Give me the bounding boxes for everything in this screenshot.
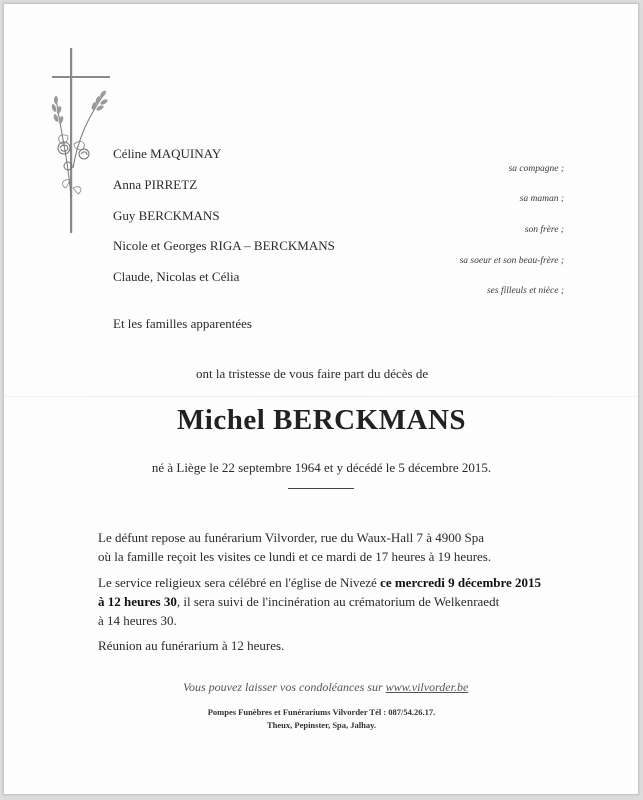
condolences-text: Vous pouvez laisser vos condoléances sur	[183, 680, 386, 694]
birth-death-line: né à Liège le 22 septembre 1964 et y décédé le 5 décembre 2015.	[151, 460, 492, 475]
service-line-2b: , il sera suivi de l'incinération au crématorium de Welkenraedt	[176, 594, 500, 609]
family-relation-1: sa compagne ;	[508, 164, 564, 174]
service-time: à 12 heures 30	[98, 594, 177, 609]
condolences-link[interactable]: www.vilvorder.be	[385, 680, 469, 694]
family-name-4: Nicole et Georges RIGA – BERCKMANS	[113, 238, 335, 253]
service-line-3: à 14 heures 30.	[98, 613, 177, 628]
families-line: Et les familles apparentées	[113, 316, 252, 331]
family-name-1: Céline MAQUINAY	[113, 146, 222, 161]
family-relation-3: son frère ;	[524, 225, 564, 235]
announcement-line: ont la tristesse de vous faire part du décès de	[196, 366, 429, 381]
family-relation-2: sa maman ;	[519, 194, 564, 204]
family-name-5: Claude, Nicolas et Célia	[113, 269, 240, 284]
family-relation-4: sa soeur et son beau-frère ;	[459, 256, 564, 266]
paper-fold	[4, 396, 638, 397]
deceased-name: Michel BERCKMANS	[176, 404, 467, 436]
service-line-1a: Le service religieux sera célébré en l'église de Nivezé	[98, 575, 381, 590]
family-name-3: Guy BERCKMANS	[113, 208, 220, 223]
repose-paragraph	[98, 528, 491, 566]
family-name-2: Anna PIRRETZ	[113, 177, 198, 192]
footer-line-2: Theux, Pepinster, Spa, Jalhay.	[266, 720, 377, 730]
service-date: ce mercredi 9 décembre 2015	[380, 575, 542, 590]
family-relation-5: ses filleuls et nièce ;	[486, 286, 564, 296]
condolences-line	[183, 680, 468, 695]
footer-line-1: Pompes Funèbres et Funérariums Vilvorder Tél : 087/54.26.17.	[207, 707, 436, 717]
service-paragraph	[98, 573, 541, 630]
separator-line	[288, 488, 354, 489]
reunion-line: Réunion au funérarium à 12 heures.	[98, 638, 285, 653]
repose-line-1: Le défunt repose au funérarium Vilvorder, rue du Waux-Hall 7 à 4900 Spa	[98, 530, 484, 545]
repose-line-2: où la famille reçoit les visites ce lundi et ce mardi de 17 heures à 19 heures.	[98, 549, 492, 564]
cross-with-flowers-icon	[48, 48, 118, 238]
